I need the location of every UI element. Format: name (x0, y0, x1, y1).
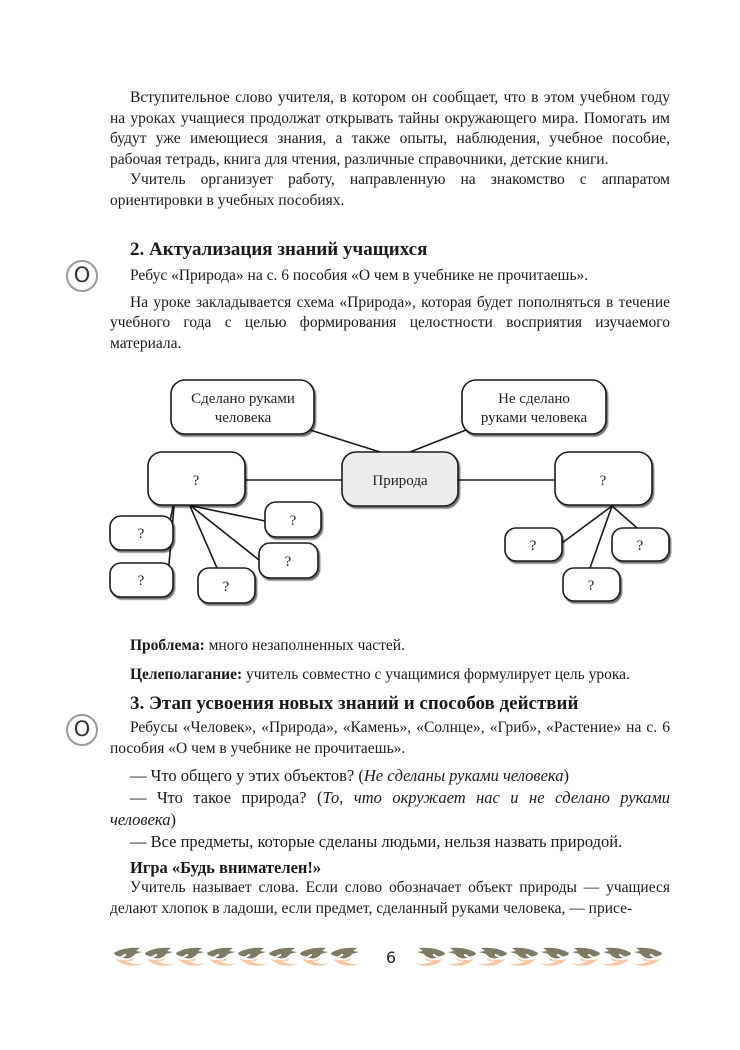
label-left-leaf-5: ? (289, 513, 297, 529)
connector-right-leaf-3 (612, 506, 637, 528)
section-3-intro: Ребусы «Человек», «Природа», «Камень», «Солнце», «Гриб», «Растение» на с. 6 пособия «О чем в учебнике не прочитаешь». (110, 719, 670, 757)
connector-right-leaf-1 (562, 506, 612, 543)
ornament-wave-motif (145, 948, 175, 966)
footer-ornament-right-icon (416, 944, 666, 970)
ornament-wave-motif (508, 948, 538, 966)
section-2-body (110, 266, 670, 354)
dialog-question-2: — Что такое природа? ( (130, 788, 323, 808)
label-made-by-humans-line-1: Сделано руками (191, 391, 295, 407)
section-3-heading: 3. Этап усвоения новых знаний и способов действий (130, 693, 579, 714)
label-right-branch: ? (599, 473, 607, 489)
ornament-wave-motif (446, 948, 476, 966)
intro-block (110, 88, 670, 212)
marker-letter: О (73, 263, 91, 287)
dialog-statement-3: — Все предметы, которые сделаны людьми, нельзя назвать природой. (130, 832, 623, 852)
oral-work-marker-icon (66, 714, 98, 746)
problem-text: много незаполненных частей. (204, 637, 405, 654)
ornament-wave-motif (300, 948, 330, 966)
label-right-leaf-1: ? (529, 538, 537, 554)
section-2-paragraph-1: Ребус «Природа» на с. 6 пособия «О чем в учебнике не прочитаешь». (130, 267, 589, 284)
dialog-line-2 (110, 787, 670, 831)
page-number: 6 (385, 948, 397, 967)
ornament-wave-motif (238, 948, 268, 966)
ornament-wave-motif (176, 948, 206, 966)
game-text: Учитель называет слова. Если слово обозначает объект природы — учащиеся делают хлопок в ладоши, если предмет, сделанный руками человека, — присе- (110, 879, 670, 917)
oral-work-marker-icon (66, 260, 98, 292)
connector-right-leaf-2 (590, 506, 612, 568)
ornament-wave-motif (416, 948, 445, 966)
label-left-leaf-2: ? (137, 573, 145, 589)
section-2-heading: 2. Актуализация знаний учащихся (130, 239, 428, 260)
label-right-leaf-2: ? (587, 578, 595, 594)
label-made-by-humans-line-2: человека (214, 410, 272, 426)
dialog-line-3 (110, 831, 670, 853)
marker-letter: О (73, 717, 91, 741)
problem-line (110, 636, 670, 657)
section-3-body (110, 718, 670, 919)
ornament-wave-motif (632, 948, 662, 966)
connector-top-left (310, 430, 380, 452)
label-right-leaf-3: ? (636, 538, 644, 554)
ornament-wave-motif (207, 948, 237, 966)
label-not-made-by-humans-line-2: руками человека (480, 410, 588, 426)
intro-paragraph-1: Вступительное слово учителя, в котором он сообщает, что в этом учебном году на уроках учащиеся продолжат открывать тайны окружающего мира. Помогать им будут уже имеющиеся знания, а также опыты, наблюдения, учебное пособие, рабочая тетрадь, книга для чтения, различные справочники, детские книги. (110, 89, 670, 168)
dialog-line-1 (110, 765, 670, 787)
label-nature-center: Природа (372, 473, 428, 489)
goal-label: Целеполагание: (130, 665, 243, 683)
dialog-close-2: ) (170, 810, 176, 830)
label-left-leaf-4: ? (284, 554, 292, 570)
dialog-question-1: — Что общего у этих объектов? ( (130, 766, 364, 786)
dialog-close-1: ) (563, 766, 569, 786)
ornament-wave-motif (570, 948, 600, 966)
ornament-wave-motif (331, 948, 361, 966)
problem-label: Проблема: (130, 637, 205, 654)
footer-ornament-left-icon (112, 944, 362, 970)
goal-text: учитель совместно с учащимися формулирует цель урока. (242, 665, 630, 683)
label-left-branch: ? (192, 473, 200, 489)
label-left-leaf-3: ? (222, 579, 230, 595)
ornament-wave-motif (539, 948, 569, 966)
ornament-wave-motif (477, 948, 507, 966)
intro-paragraph-2: Учитель организует работу, направленную на знакомство с аппаратом ориентировки в учебных пособиях. (110, 171, 670, 209)
connector-top-right (410, 430, 466, 452)
dialog-answer-2: То, что окружает нас и не сделано руками человека (110, 788, 670, 830)
connector-left-leaf-5 (192, 506, 265, 521)
dialog-answer-1: Не сделаны руками человека (363, 766, 564, 786)
game-title: Игра «Будь внимателен!» (130, 858, 322, 878)
problem-goal-block (110, 636, 670, 685)
ornament-wave-motif (601, 948, 631, 966)
goal-line (110, 665, 670, 686)
label-left-leaf-1: ? (137, 526, 145, 542)
ornament-wave-motif (269, 948, 299, 966)
ornament-wave-motif (114, 948, 144, 966)
section-2-paragraph-2: На уроке закладывается схема «Природа», которая будет пополняться в течение учебного года с целью формирования целостности восприятия изучаемого материала. (110, 293, 670, 352)
label-not-made-by-humans-line-1: Не сделано (498, 391, 570, 407)
